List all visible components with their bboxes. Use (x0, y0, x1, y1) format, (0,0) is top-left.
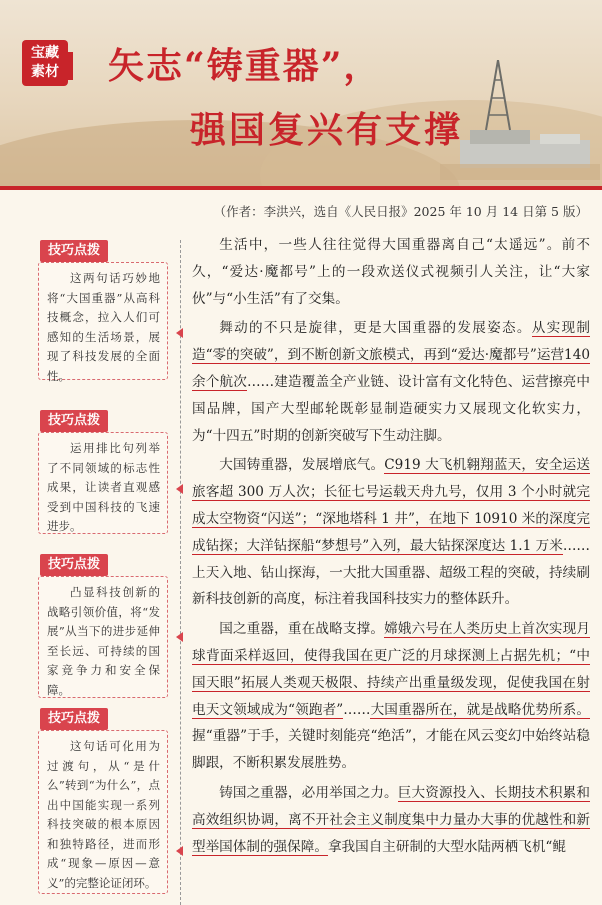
underlined-text: 巨大资源投入、长期技术积累和高效组织协调，离不开社会主义制度集中力量办大事的优越性和新型举国体制的强保障。 (192, 784, 590, 855)
underlined-text: 嫦娥六号在人类历史上首次实现月球背面采样返回，使得我国在更广泛的月球探测上占据先机；“中国天眼”拓展人类观天极限、持续产出重量级发现，促使我国在射电天文领域成为“领跑者” (192, 621, 591, 718)
pointer-arrow-icon (176, 328, 183, 338)
pointer-arrow-icon (176, 484, 183, 494)
tip-box-4: 这句话可化用为过渡句，从“是什么”转到“为什么”，点出中国能实现一系列科技突破的根本原因和独特路径，进而形成“现象—原因—意义”的完整论证闭环。 (38, 730, 168, 894)
paragraph-text: …… (343, 701, 371, 718)
paragraph-text: 国之重器，重在战略支撑。 (219, 621, 385, 638)
underlined-text: 从实现制造“零的突破”，到不断创新文旅模式，再到“爱达·魔都号”运营140 余个航次 (192, 320, 591, 390)
pointer-arrow-icon (176, 846, 183, 856)
badge-line-1: 宝藏 (31, 45, 59, 61)
paragraph-3 (192, 452, 590, 613)
paragraph-4 (192, 616, 590, 777)
underlined-text: C919 大飞机翱翔蓝天，安全运送旅客超 300 万人次；长征七号运载天舟九号，仅用 3 个小时就完成太空物资“闪送”；“深地塔科 1 井”，在地下 10910 米的深度完成钻探；大洋钻探船“梦想号”入列，最大钻探深度达 1.1 万米 (192, 457, 591, 554)
paragraph-text: 大国铸重器，发展增底气。 (219, 457, 385, 474)
pointer-arrow-icon (176, 632, 183, 642)
byline: （作者：李洪兴，选自《人民日报》2025 年 10 月 14 日第 5 版） (213, 204, 588, 219)
tip-box-3: 凸显科技创新的战略引领价值，将“发展”从当下的进步延伸至长远、可持续的国家竞争力和安全保障。 (38, 576, 168, 698)
paragraph-2 (192, 315, 590, 449)
badge-line-2: 素材 (31, 64, 59, 80)
paragraph-text: ……上天入地、钻山探海，一大批大国重器、超级工程的突破，持续刷新科技创新的高度，标注着我国科技实力的整体跃升。 (192, 537, 590, 608)
tip-title-1: 技巧点拨 (40, 240, 108, 262)
tip-box-1: 这两句话巧妙地将“大国重器”从高科技概念，拉入人们可感知的生活场景，展现了科技发展的全面性。 (38, 262, 168, 380)
page-title-line-2: 强国复兴有支撑 (190, 109, 464, 151)
badge-accent-bar (68, 52, 73, 80)
paragraph-1 (192, 232, 590, 312)
underlined-text: 大国重器所在，就是战略优势所系。 (370, 701, 590, 718)
paragraph-text: 生活中，一些人往往觉得大国重器离自己“太遥远”。前不久，“爱达·魔都号”上的一段欢送仪式视频引人关注，让“大家伙”与“小生活”有了交集。 (192, 237, 590, 307)
paragraph-text: 拿我国自主研制的大型水陆两栖飞机“鲲 (327, 838, 566, 855)
paragraph-text: 铸国之重器，必用举国之力。 (219, 784, 398, 801)
paragraph-text: 握“重器”于手，关键时刻能亮“绝活”，才能在风云变幻中始终站稳脚跟，不断积累发展胜势。 (192, 728, 590, 772)
column-divider (180, 240, 181, 905)
paragraph-text: 舞动的不只是旋律，更是大国重器的发展姿态。 (219, 320, 532, 337)
tip-title-3: 技巧点拨 (40, 554, 108, 576)
drilling-rig-illustration (440, 60, 600, 180)
tip-box-2: 运用排比句列举了不同领域的标志性成果，让读者直观感受到中国科技的飞速进步。 (38, 432, 168, 534)
page-title-line-1: 矢志“铸重器”， (108, 45, 382, 87)
header-banner (0, 0, 602, 190)
paragraph-5 (192, 780, 590, 860)
article-body (192, 232, 590, 860)
section-badge (22, 40, 68, 86)
paragraph-text: ……建造覆盖全产业链、设计富有文化特色、运营擦亮中国品牌，国产大型邮轮既彰显制造硬实力又展现文化软实力，为“十四五”时期的创新突破写下生动注脚。 (192, 373, 591, 444)
tip-title-2: 技巧点拨 (40, 410, 108, 432)
tip-title-4: 技巧点拨 (40, 708, 108, 730)
